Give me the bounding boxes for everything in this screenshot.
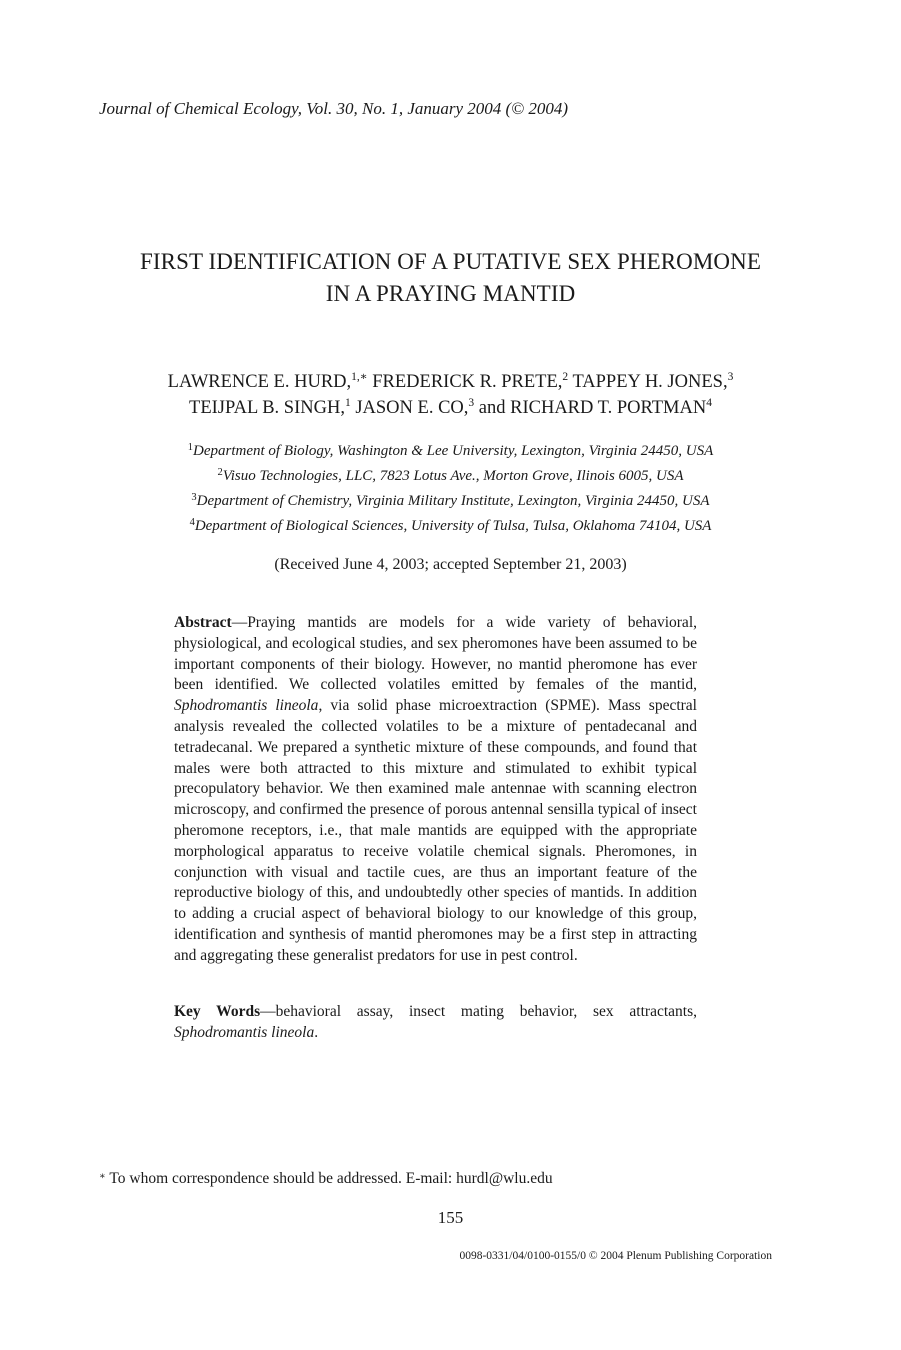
affiliation-mark: 1 [187,442,193,453]
affiliation-text: Department of Chemistry, Virginia Military Institute, Lexington, Virginia 24450, USA [196,493,710,509]
author-line [60,369,841,395]
author-name: LAWRENCE E. HURD, [167,372,352,392]
affiliation-text: Visuo Technologies, LLC, 7823 Lotus Ave., Morton Grove, Ilinois 6005, USA [222,468,684,484]
journal-header: Journal of Chemical Ecology, Vol. 30, No. 1, January 2004 (© 2004) [99,99,569,118]
page-number: 155 [437,1208,464,1227]
author-line [60,395,841,421]
title-line: FIRST IDENTIFICATION OF A PUTATIVE SEX PHEROMONE [139,249,761,274]
affiliation-mark: 4 [189,517,195,528]
species-name: Sphodromantis lineola [174,1023,315,1041]
author-affil-mark: 2 [562,371,569,383]
key-words [174,1002,697,1044]
author-affil-mark: 3 [468,397,475,409]
keywords-label: Key Words [174,1003,261,1020]
abstract-text: —Praying mantids are models for a wide variety of behavioral, physiological, and ecological studies, and sex pheromones have been assumed to be important components of their biology. However, no mantid pheromone has ever been identified. We collected volatiles emitted by females of the mantid, [174,614,697,694]
species-name: Sphodromantis lineola [174,697,319,715]
affiliation-list [60,439,841,539]
author-name: TEIJPAL B. SINGH, [189,398,345,418]
author-affil-mark: 4 [706,397,712,409]
author-list [60,369,841,421]
copyright-line: 0098-0331/04/0100-0155/0 © 2004 Plenum Publishing Corporation [459,1250,772,1262]
author-name: TAPPEY H. JONES, [572,372,728,392]
author-and: and [478,398,506,418]
affiliation-text: Department of Biological Sciences, University of Tulsa, Tulsa, Oklahoma 74104, USA [194,518,712,534]
abstract [174,613,697,967]
received-dates: (Received June 4, 2003; accepted September 21, 2003) [274,556,627,573]
correspondence-footnote [99,1170,553,1188]
keywords-end: . [314,1023,319,1041]
abstract-label: Abstract [174,614,232,631]
affiliation-text: Department of Biology, Washington & Lee University, Lexington, Virginia 24450, USA [193,443,714,459]
author-name: FREDERICK R. PRETE, [372,372,563,392]
affiliation [60,439,841,464]
author-name: RICHARD T. PORTMAN [510,398,707,418]
author-affil-mark: 1 [344,397,351,409]
author-name: JASON E. CO, [355,398,469,418]
affiliation-mark: 2 [217,467,223,478]
affiliation [60,514,841,539]
author-affil-mark: 1,∗ [351,371,368,383]
title-line: IN A PRAYING MANTID [325,281,576,306]
affiliation-mark: 3 [191,492,197,503]
keywords-text: —behavioral assay, insect mating behavior, sex attractants, [260,1003,697,1020]
author-affil-mark: 3 [727,371,734,383]
abstract-text: , via solid phase microextraction (SPME). Mass spectral analysis revealed the collected volatiles to be a mixture of pentadecanal and tetradecanal. We prepared a synthetic mixture of these compounds, and found that males were both attracted to this mixture and stimulated to exhibit typical precopulatory behavior. We then examined male antennae with scanning electron microscopy, and confirmed the presence of porous antennal sensilla typical of insect pheromone receptors, i.e., that male mantids are equipped with the appropriate morphological apparatus to receive volatile chemical signals. Pheromones, in conjunction with visual and tactile cues, are thus an important feature of the reproductive biology of this, and undoubtedly other species of mantids. In addition to adding a crucial aspect of behavioral biology to our knowledge of this group, identification and synthesis of mantid pheromones may be a first step in attracting and aggregating these generalist predators for use in pest control. [174,697,697,964]
paper-title [80,246,821,310]
footnote-mark: ∗ [99,1171,106,1182]
footnote-text: To whom correspondence should be addressed. E-mail: hurdl@wlu.edu [105,1170,553,1187]
affiliation [60,464,841,489]
affiliation [60,489,841,514]
